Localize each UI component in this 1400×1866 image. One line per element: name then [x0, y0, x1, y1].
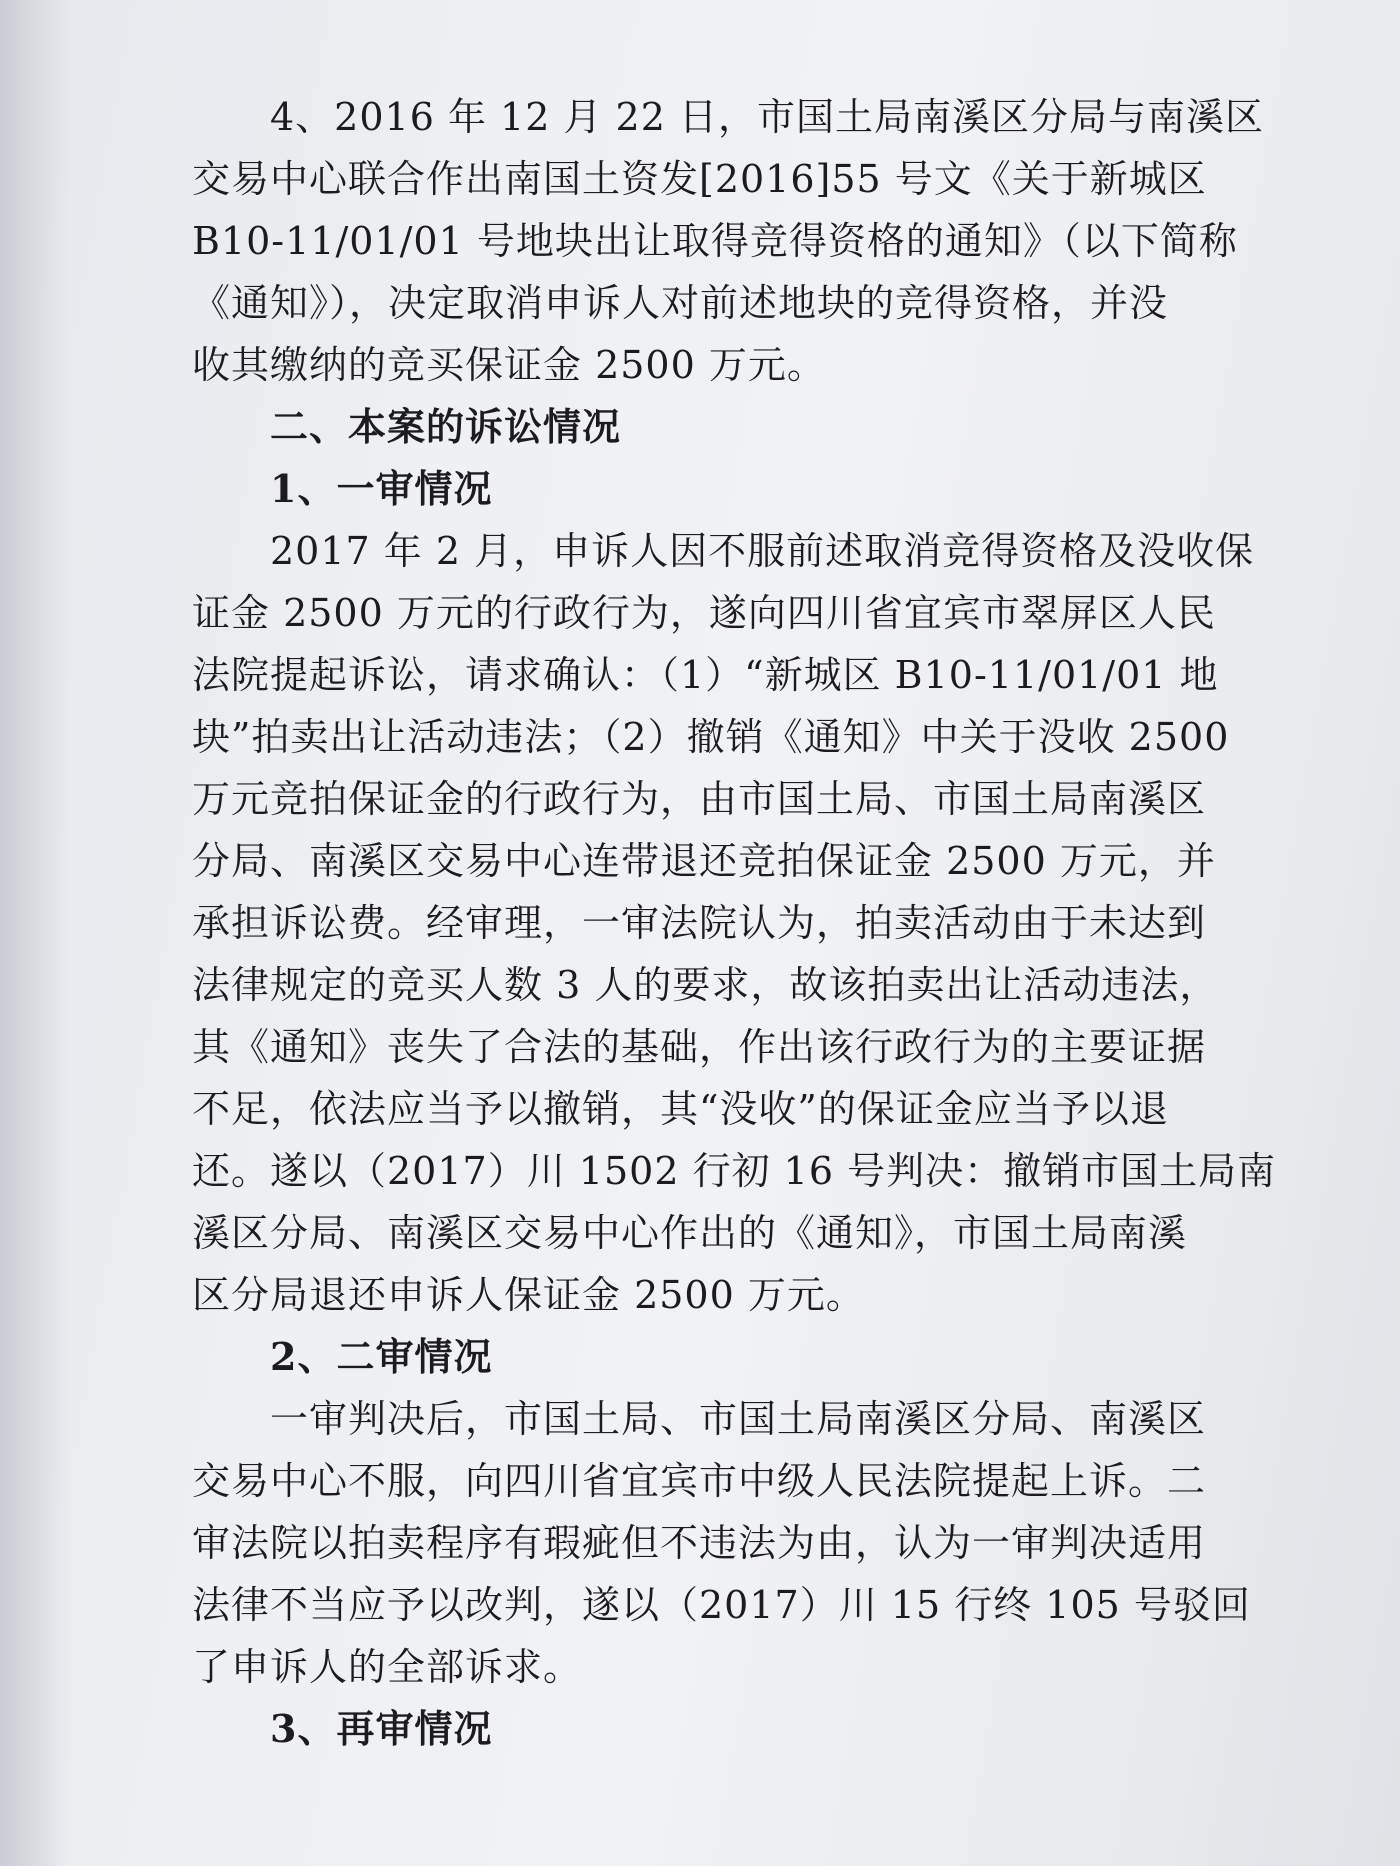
document-line: 承担诉讼费。经审理，一审法院认为，拍卖活动由于未达到 — [192, 901, 1207, 945]
document-line: 交易中心联合作出南国土资发[2016]55 号文《关于新城区 — [192, 157, 1207, 201]
document-line: B10-11/01/01 号地块出让取得竞得资格的通知》（以下简称 — [192, 219, 1238, 263]
document-line: 一审判决后，市国土局、市国土局南溪区分局、南溪区 — [270, 1397, 1207, 1441]
document-line: 4、2016 年 12 月 22 日，市国土局南溪区分局与南溪区 — [270, 95, 1264, 139]
document-line: 不足，依法应当予以撤销，其“没收”的保证金应当予以退 — [192, 1087, 1169, 1131]
section-heading: 3、再审情况 — [270, 1706, 493, 1751]
document-line: 分局、南溪区交易中心连带退还竞拍保证金 2500 万元，并 — [192, 839, 1216, 883]
document-line: 证金 2500 万元的行政行为，遂向四川省宜宾市翠屏区人民 — [192, 591, 1216, 635]
document-body — [192, 86, 1277, 1760]
document-line: 块”拍卖出让活动违法；（2）撤销《通知》中关于没收 2500 — [192, 715, 1230, 759]
document-line: 还。遂以（2017）川 1502 行初 16 号判决：撤销市国土局南 — [192, 1149, 1277, 1193]
document-line: 万元竞拍保证金的行政行为，由市国土局、市国土局南溪区 — [192, 777, 1207, 821]
page-edge-shadow — [0, 0, 70, 1866]
document-line: 2017 年 2 月，申诉人因不服前述取消竞得资格及没收保 — [270, 529, 1255, 573]
document-line: 《通知》），决定取消申诉人对前述地块的竞得资格，并没 — [192, 281, 1169, 325]
section-heading: 二、本案的诉讼情况 — [270, 404, 622, 449]
document-line: 溪区分局、南溪区交易中心作出的《通知》，市国土局南溪 — [192, 1211, 1188, 1255]
document-line: 收其缴纳的竞买保证金 2500 万元。 — [192, 343, 826, 387]
document-line: 交易中心不服，向四川省宜宾市中级人民法院提起上诉。二 — [192, 1459, 1207, 1503]
section-heading: 1、一审情况 — [270, 466, 493, 511]
document-line: 法律规定的竞买人数 3 人的要求，故该拍卖出让活动违法， — [192, 963, 1219, 1007]
document-line: 法律不当应予以改判，遂以（2017）川 15 行终 105 号驳回 — [192, 1583, 1251, 1627]
document-line: 审法院以拍卖程序有瑕疵但不违法为由，认为一审判决适用 — [192, 1521, 1207, 1565]
document-line: 其《通知》丧失了合法的基础，作出该行政行为的主要证据 — [192, 1025, 1207, 1069]
document-line: 了申诉人的全部诉求。 — [192, 1645, 583, 1689]
document-line: 区分局退还申诉人保证金 2500 万元。 — [192, 1273, 865, 1317]
document-line: 法院提起诉讼，请求确认：（1）“新城区 B10-11/01/01 地 — [192, 653, 1219, 697]
section-heading: 2、二审情况 — [270, 1334, 493, 1379]
